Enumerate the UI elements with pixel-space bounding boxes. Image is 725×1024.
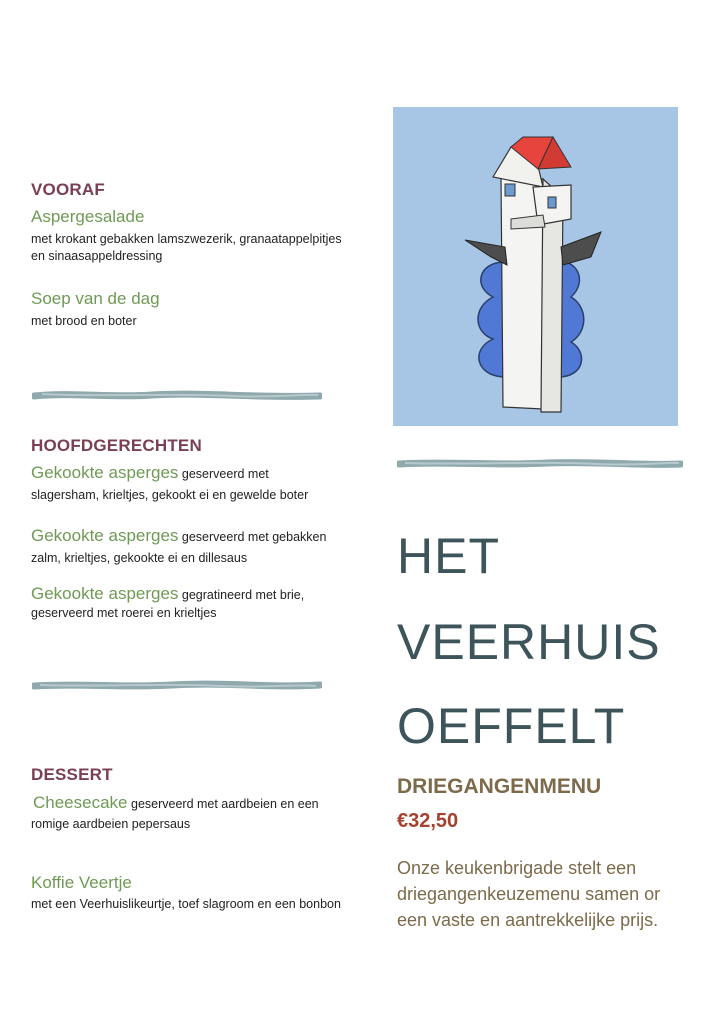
dish-description: slagersham, krieltjes, gekookt ei en gewelde boter [31, 488, 309, 502]
restaurant-title-line: OEFFELT [397, 698, 626, 754]
dish-description: geserveerd met [178, 467, 269, 481]
dish-description: met brood en boter [31, 314, 137, 328]
dish-name: Cheesecake [33, 793, 128, 812]
divider-brushstroke [32, 390, 322, 402]
dish-description: zalm, krieltjes, gekookte ei en dillesaus [31, 551, 248, 565]
dish-name: Soep van de dag [31, 289, 160, 308]
dish-description: romige aardbeien pepersaus [31, 817, 191, 831]
dish-row [31, 526, 326, 546]
dish-row [31, 463, 269, 483]
section-title-hoofdgerechten: HOOFDGERECHTEN [31, 436, 202, 455]
section-title-dessert: DESSERT [31, 765, 113, 784]
dish-description: gegratineerd met brie, [178, 588, 305, 602]
menu-subtitle: DRIEGANGENMENU [397, 775, 602, 798]
veerhuis-tower-illustration [393, 107, 678, 426]
divider-brushstroke [397, 458, 683, 470]
dish-name: Gekookte asperges [31, 526, 179, 545]
dish-name: Gekookte asperges [31, 463, 179, 482]
intro-text: driegangenkeuzemenu samen or [397, 884, 661, 904]
intro-text: een vaste en aantrekkelijke prijs. [397, 910, 659, 930]
dish-name: Koffie Veertje [31, 873, 132, 892]
restaurant-title-line: HET [397, 528, 500, 584]
dish-description: geserveerd met aardbeien en een [127, 797, 319, 811]
section-title-vooraf: VOORAF [31, 180, 105, 199]
dish-description: geserveerd met gebakken [178, 530, 327, 544]
intro-text: Onze keukenbrigade stelt een [397, 858, 637, 878]
dish-description: met een Veerhuislikeurtje, toef slagroom en een bonbon [31, 897, 341, 911]
divider-brushstroke [32, 680, 322, 692]
dish-row [31, 584, 304, 604]
dish-name: Aspergesalade [31, 207, 145, 226]
dish-row [33, 793, 319, 813]
dish-description: met krokant gebakken lamszwezerik, granaatappelpitjes [31, 232, 342, 246]
dish-name: Gekookte asperges [31, 584, 179, 603]
menu-price: €32,50 [397, 810, 459, 832]
dish-description: en sinaasappeldressing [31, 249, 163, 263]
restaurant-title-line: VEERHUIS [397, 614, 661, 670]
dish-description: geserveerd met roerei en krieltjes [31, 606, 217, 620]
